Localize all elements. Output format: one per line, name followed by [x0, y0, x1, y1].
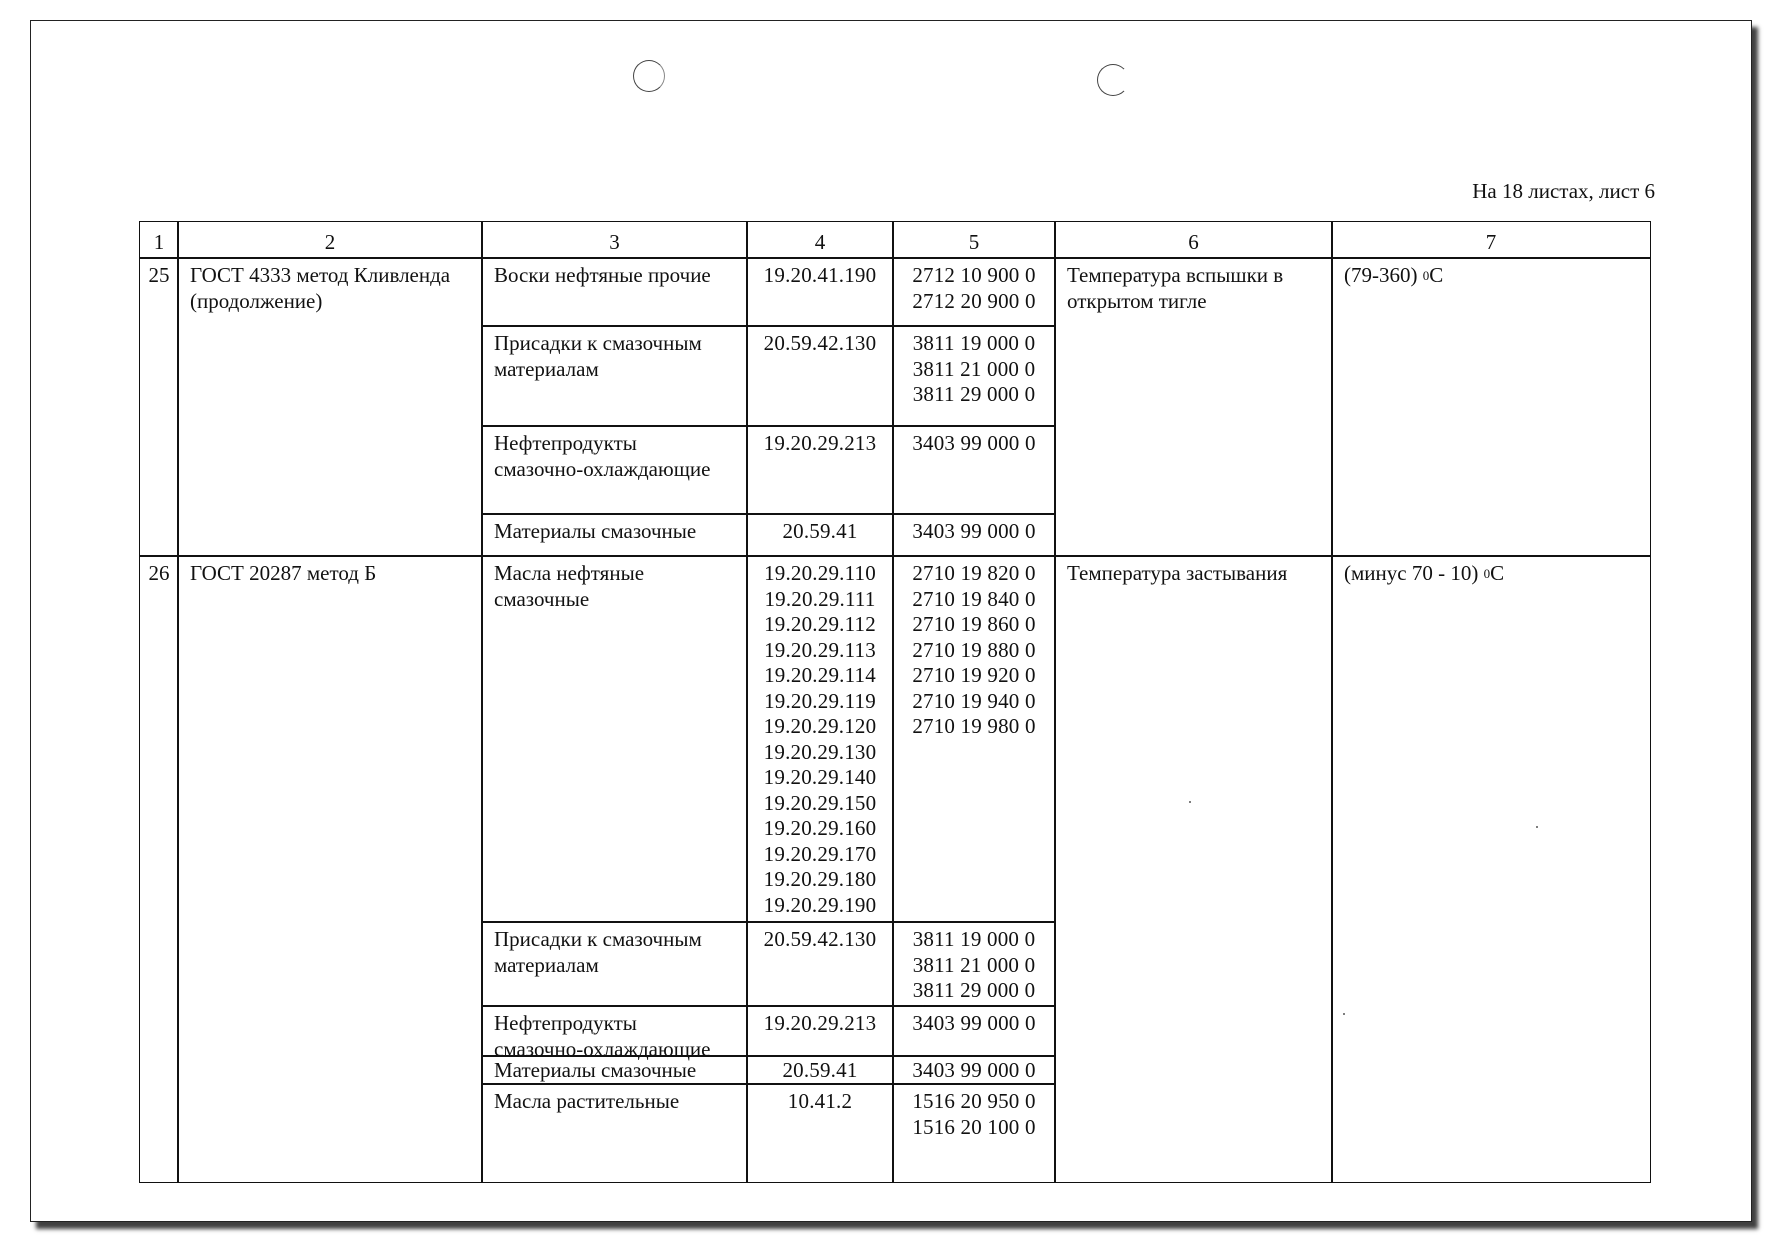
row-25-item-2-okpd: 20.59.42.130 [746, 325, 894, 427]
row-26-item-2-okpd: 20.59.42.130 [746, 921, 894, 1007]
row-25-range [1331, 257, 1651, 557]
row-25-characteristic: Температура вспышки в открытом тигле [1054, 257, 1333, 557]
row-26-range-sup: 0 [1483, 566, 1491, 581]
header-col-3: 3 [481, 221, 748, 259]
header-col-5: 5 [892, 221, 1056, 259]
row-25-document: ГОСТ 4333 метод Кливленда (продолжение) [177, 257, 483, 557]
row-26-item-2-tnved: 3811 19 000 0 3811 21 000 0 3811 29 000 0 [892, 921, 1056, 1007]
row-26-item-1-name: Масла нефтяные смазочные [481, 555, 748, 923]
header-col-2: 2 [177, 221, 483, 259]
row-26-item-5-tnved: 1516 20 950 0 1516 20 100 0 [892, 1083, 1056, 1183]
row-25-range-sup: 0 [1422, 268, 1430, 283]
row-26-item-1-tnved: 2710 19 820 0 2710 19 840 0 2710 19 860 0 2710 19 880 0 2710 19 920 0 2710 19 940 0 2710 19 980 0 [892, 555, 1056, 923]
document-page [30, 20, 1752, 1222]
header-col-7: 7 [1331, 221, 1651, 259]
row-26-item-3-okpd: 19.20.29.213 [746, 1005, 894, 1057]
row-25-item-3-okpd: 19.20.29.213 [746, 425, 894, 515]
row-26-item-3-name: Нефтепродукты смазочно-охлаждающие [481, 1005, 748, 1057]
row-26-number: 26 [139, 555, 179, 1183]
row-25-item-1-okpd: 19.20.41.190 [746, 257, 894, 327]
row-26-characteristic: Температура застывания [1054, 555, 1333, 1183]
row-26-item-3-tnved: 3403 99 000 0 [892, 1005, 1056, 1057]
accreditation-table [139, 221, 1651, 1183]
row-25-range-value: (79-360) [1344, 263, 1418, 287]
row-26-item-1-okpd: 19.20.29.110 19.20.29.111 19.20.29.112 19.20.29.113 19.20.29.114 19.20.29.119 19.20.29.120 19.20.29.130 19.20.29.140 19.20.29.150 19.20.29.160 19.20.29.170 19.20.29.180 19.20.29.190 [746, 555, 894, 923]
row-25-item-4-name: Материалы смазочные [481, 513, 748, 557]
header-col-6: 6 [1054, 221, 1333, 259]
header-col-4: 4 [746, 221, 894, 259]
row-25-item-1-name: Воски нефтяные прочие [481, 257, 748, 327]
row-26-range-value: (минус 70 - 10) [1344, 561, 1479, 585]
row-26-item-4-name: Материалы смазочные [481, 1055, 748, 1085]
row-25-item-3-name: Нефтепродукты смазочно-охлаждающие [481, 425, 748, 515]
row-25-item-2-name: Присадки к смазочным материалам [481, 325, 748, 427]
row-26-item-4-okpd: 20.59.41 [746, 1055, 894, 1085]
row-26-item-2-name: Присадки к смазочным материалам [481, 921, 748, 1007]
row-25-item-3-tnved: 3403 99 000 0 [892, 425, 1056, 515]
punch-hole-left [633, 60, 665, 92]
row-25-item-4-okpd: 20.59.41 [746, 513, 894, 557]
row-26-range [1331, 555, 1651, 1183]
row-26-item-5-okpd: 10.41.2 [746, 1083, 894, 1183]
row-25-item-1-tnved: 2712 10 900 0 2712 20 900 0 [892, 257, 1056, 327]
row-26-document: ГОСТ 20287 метод Б [177, 555, 483, 1183]
row-25-number: 25 [139, 257, 179, 557]
header-col-1: 1 [139, 221, 179, 259]
row-26-item-5-name: Масла растительные [481, 1083, 748, 1183]
sheet-info: На 18 листах, лист 6 [1472, 179, 1655, 203]
row-25-item-2-tnved: 3811 19 000 0 3811 21 000 0 3811 29 000 0 [892, 325, 1056, 427]
row-25-item-4-tnved: 3403 99 000 0 [892, 513, 1056, 557]
row-26-range-unit: С [1490, 561, 1505, 585]
row-25-range-unit: С [1429, 263, 1444, 287]
punch-hole-right [1097, 64, 1129, 96]
row-26-item-4-tnved: 3403 99 000 0 [892, 1055, 1056, 1085]
